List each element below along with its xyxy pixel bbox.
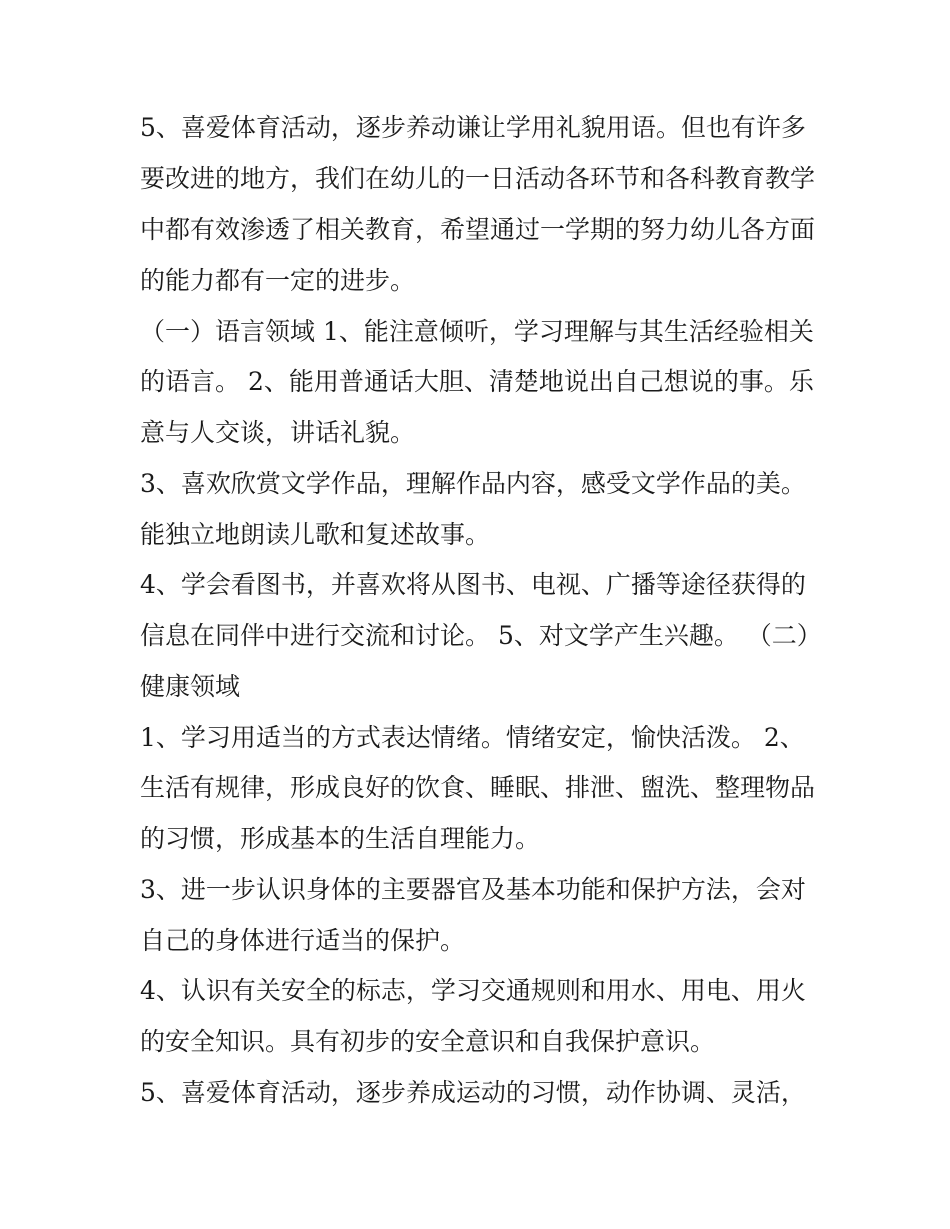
text-line: 的安全知识。具有初步的安全意识和自我保护意识。 (140, 1027, 716, 1056)
text-line: 5、喜爱体育活动，逐步养成运动的习惯，动作协调、灵活， (140, 1078, 806, 1107)
text-line: 信息在同伴中进行交流和讨论。 5、对文学产生兴趣。 （二） (140, 621, 822, 650)
text-line: 中都有效渗透了相关教育，希望通过一学期的努力幼儿各方面 (140, 215, 816, 244)
text-line: 4、认识有关安全的标志，学习交通规则和用水、用电、用火 (140, 976, 806, 1005)
text-line: 1、学习用适当的方式表达情绪。情绪安定，愉快活泼。 2、 (140, 723, 805, 752)
text-line: 5、喜爱体育活动，逐步养动谦让学用礼貌用语。但也有许多 (140, 113, 806, 142)
text-line: 3、进一步认识身体的主要器官及基本功能和保护方法，会对 (140, 875, 806, 904)
text-line: 要改进的地方，我们在幼儿的一日活动各环节和各科教育教学 (140, 164, 816, 193)
text-line: 自己的身体进行适当的保护。 (140, 926, 466, 955)
text-line: （一）语言领域 1、能注意倾听，学习理解与其生活经验相关 (140, 317, 814, 346)
text-line: 的能力都有一定的进步。 (140, 266, 416, 295)
text-line: 4、学会看图书，并喜欢将从图书、电视、广播等途径获得的 (140, 570, 806, 599)
text-line: 的习惯，形成基本的生活自理能力。 (140, 824, 541, 853)
text-line: 能独立地朗读儿歌和复述故事。 (140, 520, 491, 549)
text-line: 生活有规律，形成良好的饮食、睡眠、排泄、盥洗、整理物品 (140, 773, 816, 802)
text-line: 3、喜欢欣赏文学作品，理解作品内容，感受文学作品的美。 (140, 469, 806, 498)
text-line: 意与人交谈，讲话礼貌。 (140, 418, 416, 447)
text-line: 的语言。 2、能用普通话大胆、清楚地说出自己想说的事。乐 (140, 367, 814, 396)
text-line: 健康领域 (140, 672, 241, 701)
